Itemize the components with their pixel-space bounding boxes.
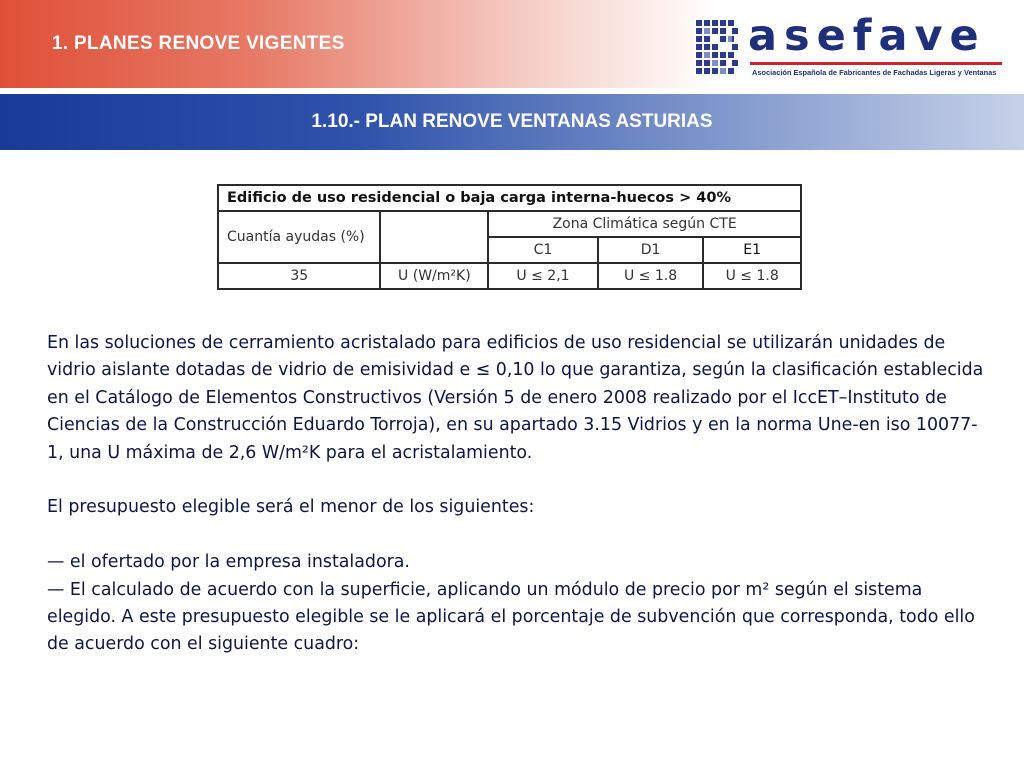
asefave-logo (694, 11, 1006, 78)
limit-c1: U ≤ 2,1 (488, 263, 598, 289)
table-row (218, 185, 801, 211)
zone-d1: D1 (598, 237, 704, 263)
limit-e1: U ≤ 1.8 (703, 263, 801, 289)
logo-rule (750, 62, 1002, 65)
logo-wordmark: asefave (748, 11, 986, 61)
zone-e1: E1 (703, 237, 801, 263)
body-text (47, 330, 992, 659)
row-label: Cuantía ayudas (%) (218, 211, 380, 263)
section-label: 1. PLANES RENOVE VIGENTES (52, 33, 345, 54)
zone-header: Zona Climática según CTE (488, 211, 801, 237)
logo-grid-icon (694, 18, 740, 76)
unit-cell: U (W/m²K) (380, 263, 488, 289)
paragraph-glazing: En las soluciones de cerramiento acristalado para edificios de uso residencial se utilizarán unidades de vidrio aislante dotadas de vidrio de emisividad e ≤ 0,10 lo que garantiza, según la clasificación establecida en el Catálogo de Elementos Constructivos (Versión 5 de enero 2008 realizado por el IccET–Instituto de Ciencias de la Construcción Eduardo Torroja), en su apartado 3.15 Vidrios y en la norma Une-en iso 10077-1, una U máxima de 2,6 W/m²K para el acristalamiento. (47, 333, 984, 463)
table-row (218, 263, 801, 289)
list-item: — el ofertado por la empresa instaladora. (47, 552, 410, 573)
logo-subtitle: Asociación Española de Fabricantes de Fachadas Ligeras y Ventanas (752, 68, 997, 77)
table-title: Edificio de uso residencial o baja carga interna-huecos > 40% (218, 185, 801, 211)
banner-title: 1.10.- PLAN RENOVE VENTANAS ASTURIAS (311, 111, 713, 132)
aid-table (217, 184, 802, 290)
list-item: — El calculado de acuerdo con la superficie, aplicando un módulo de precio por m² según el sistema elegido. A este presupuesto elegible se le aplicará el porcentaje de subvención que corresponda, todo ello de acuerdo con el siguiente cuadro: (47, 579, 975, 655)
table-row (218, 211, 801, 237)
paragraph-budget: El presupuesto elegible será el menor de los siguientes: (47, 497, 535, 518)
limit-d1: U ≤ 1.8 (598, 263, 704, 289)
table-cell (380, 211, 488, 263)
zone-c1: C1 (488, 237, 598, 263)
aid-value: 35 (218, 263, 380, 289)
